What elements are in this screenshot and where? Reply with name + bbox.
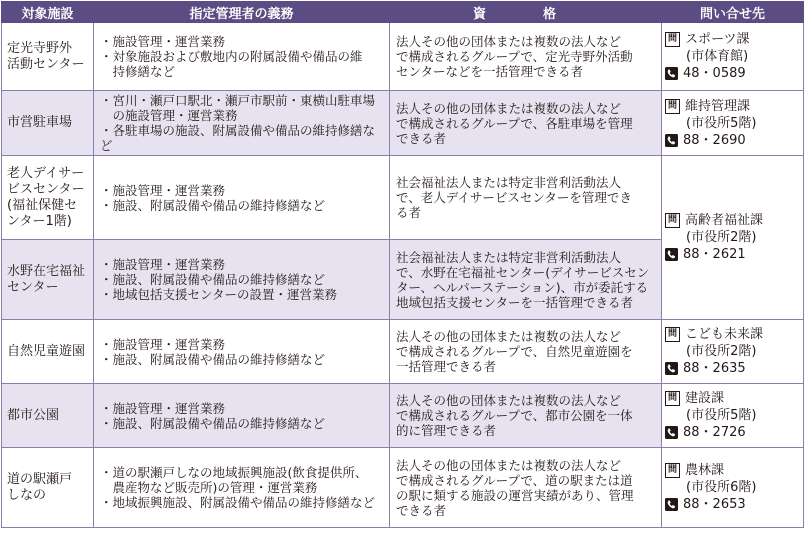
text-line: 法人その他の団体または複数の法人など [396, 329, 622, 344]
text-line: ・施設管理・運営業務 [100, 34, 226, 49]
table-header [2, 2, 804, 23]
text-line: 活動センター [7, 56, 85, 72]
contact-phone: 88・2635 [683, 361, 746, 376]
text-line: で構成されるグループで、定光寺野外活動 [396, 49, 633, 64]
text-line: ・施設、附属設備や備品の維持修繕など [100, 272, 326, 287]
text-line: しなの [7, 487, 47, 503]
facility-table [1, 1, 804, 528]
text-line: ター、ヘルパーステーション)、市が委託する [396, 279, 649, 295]
duties-cell [94, 91, 390, 156]
inquiry-icon: 問 [665, 327, 680, 342]
contact-location: (市体育館) [686, 49, 749, 64]
text-line: 道の駅瀬戸 [7, 471, 73, 487]
text-line: 法人その他の団体または複数の法人など [396, 393, 622, 408]
qualification-cell [390, 240, 662, 320]
text-line: で構成されるグループで、各駐車場を管理 [396, 115, 633, 131]
text-line: ・施設管理・運営業務 [100, 400, 226, 416]
contact-phone: 88・2653 [683, 497, 746, 512]
header-facility: 対象施設 [2, 2, 94, 23]
phone-icon [665, 362, 678, 375]
text-line: できる者 [396, 502, 447, 518]
contact-location: (市役所5階) [686, 408, 757, 423]
text-line: 的に管理できる者 [396, 423, 497, 438]
text-line: ・施設、附属設備や備品の維持修繕など [100, 415, 326, 431]
text-line: 社会福祉法人または特定非営利活動法人 [396, 175, 622, 190]
text-line: で構成されるグループで、道の駅または道 [396, 472, 633, 488]
qualification-cell [390, 91, 662, 156]
contact-cell [662, 156, 804, 320]
text-line: ・各駐車場の施設、附属設備や備品の維持修繕など [100, 123, 376, 153]
duties-cell [94, 240, 390, 320]
text-line: ・地域包括支援センターの設置・運営業務 [100, 287, 338, 302]
facility-cell [2, 384, 94, 448]
text-line: で構成されるグループで、都市公園を一体 [396, 408, 633, 423]
text-line: 都市公園 [7, 407, 60, 423]
text-line: できる者 [396, 130, 447, 146]
text-line: る者 [396, 205, 422, 220]
facility-cell [2, 240, 94, 320]
phone-icon [665, 498, 678, 511]
text-line: の駅に類する施設の運営実績があり、管理 [396, 487, 634, 503]
text-line: (福祉保健セ [7, 197, 78, 213]
contact-dept: スポーツ課 [685, 32, 750, 47]
text-line: ・施設、附属設備や備品の維持修繕など [100, 197, 326, 213]
text-line: 一括管理できる者 [396, 359, 497, 374]
text-line: 農産物など販売所)の管理・運営業務 [100, 480, 318, 495]
text-line: 定光寺野外 [7, 40, 73, 56]
contact-location: (市役所2階) [686, 230, 757, 245]
phone-icon [665, 67, 678, 80]
text-line: ・地域振興施設、附属設備や備品の維持修繕など [100, 495, 376, 510]
contact-dept: 高齢者福祉課 [685, 213, 764, 228]
inquiry-icon: 問 [665, 99, 680, 114]
text-line: 社会福祉法人または特定非営利活動法人 [396, 249, 622, 265]
text-line: ・施設管理・運営業務 [100, 257, 226, 272]
contact-phone: 88・2726 [683, 425, 746, 440]
contact-phone: 48・0589 [683, 66, 746, 81]
text-line: 老人デイサー [7, 165, 85, 181]
text-line: 水野在宅福祉 [7, 263, 86, 279]
text-line: ・道の駅瀬戸しなの地域振興施設(飲食提供所、 [100, 465, 368, 480]
text-line: 法人その他の団体または複数の法人など [396, 100, 622, 116]
contact-cell [662, 384, 804, 448]
duties-cell [94, 23, 390, 91]
header-contact: 問い合せ先 [662, 2, 804, 23]
facility-cell [2, 23, 94, 91]
text-line: 持修繕など [100, 64, 176, 79]
inquiry-icon: 問 [665, 32, 680, 47]
text-line: 市営駐車場 [7, 115, 73, 130]
contact-location: (市役所5階) [686, 115, 757, 131]
contact-location: (市役所6階) [686, 480, 757, 495]
text-line: で、老人デイサービスセンターを管理でき [396, 190, 632, 205]
header-qualification: 資 格 [390, 2, 662, 23]
text-line: 自然児童遊園 [7, 343, 86, 359]
text-line: センター [7, 279, 59, 295]
contact-phone: 88・2690 [683, 132, 746, 148]
facility-cell [2, 448, 94, 528]
contact-location: (市役所2階) [686, 344, 757, 359]
text-line: ・施設管理・運営業務 [100, 336, 226, 352]
duties-cell [94, 156, 390, 240]
text-line: 法人その他の団体または複数の法人など [396, 34, 622, 49]
text-line: ンター1階) [7, 213, 72, 229]
qualification-cell [390, 23, 662, 91]
inquiry-icon: 問 [665, 463, 680, 478]
qualification-cell [390, 156, 662, 240]
contact-dept: こども未来課 [685, 327, 764, 342]
text-line: で、水野在宅福祉センター(デイサービスセン [396, 264, 650, 280]
contact-dept: 建設課 [685, 391, 725, 406]
text-line: の施設管理・運営業務 [100, 108, 238, 123]
contact-cell [662, 448, 804, 528]
phone-icon [665, 248, 678, 261]
table-row [2, 91, 804, 156]
contact-phone: 88・2621 [683, 247, 746, 262]
text-line: ・対象施設および敷地内の附属設備や備品の維 [100, 49, 363, 64]
table-row [2, 448, 804, 528]
inquiry-icon: 問 [665, 213, 680, 228]
text-line: 法人その他の団体または複数の法人など [396, 457, 622, 473]
contact-cell [662, 91, 804, 156]
table-row [2, 156, 804, 240]
header-duties: 指定管理者の義務 [94, 2, 390, 23]
duties-cell [94, 320, 390, 384]
text-line: ・施設管理・運営業務 [100, 182, 226, 198]
text-line: ・施設、附属設備や備品の維持修繕など [100, 351, 326, 367]
contact-cell [662, 320, 804, 384]
contact-dept: 農林課 [685, 463, 725, 478]
facility-cell [2, 91, 94, 156]
table-row [2, 23, 804, 91]
facility-cell [2, 320, 94, 384]
qualification-cell [390, 448, 662, 528]
table-row [2, 320, 804, 384]
contact-cell [662, 23, 804, 91]
qualification-cell [390, 384, 662, 448]
inquiry-icon: 問 [665, 391, 680, 406]
text-line: で構成されるグループで、自然児童遊園を [396, 344, 633, 359]
contact-dept: 維持管理課 [685, 98, 751, 114]
text-line: 地域包括支援センターを一括管理できる者 [396, 294, 634, 310]
phone-icon [665, 134, 678, 147]
text-line: ・宮川・瀬戸口駅北・瀬戸市駅前・東横山駐車場 [100, 93, 376, 108]
duties-cell [94, 384, 390, 448]
phone-icon [665, 426, 678, 439]
text-line: ビスセンター [7, 181, 85, 197]
facility-cell [2, 156, 94, 240]
text-line: センターなどを一括管理できる者 [396, 64, 584, 79]
qualification-cell [390, 320, 662, 384]
duties-cell [94, 448, 390, 528]
table-row [2, 384, 804, 448]
